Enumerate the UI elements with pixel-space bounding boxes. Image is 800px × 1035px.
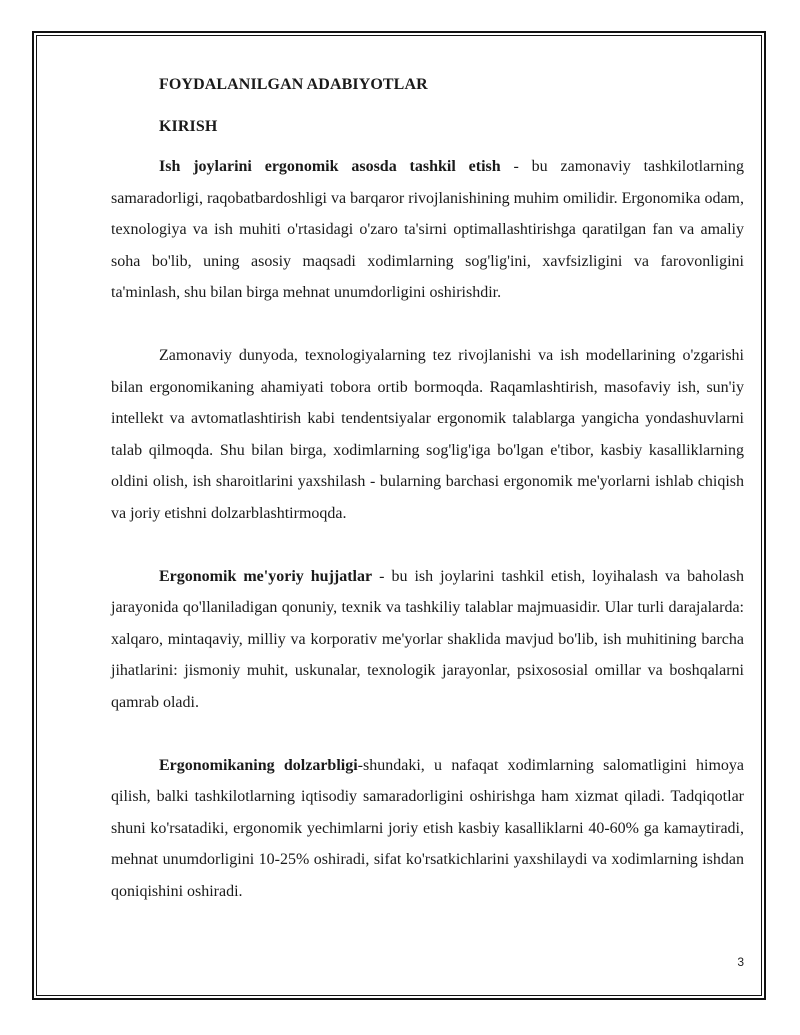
paragraph-2-text: Zamonaviy dunyoda, texnologiyalarning tez rivojlanishi va ish modellarining o'zgarishi bilan ergonomikaning ahamiyati tobora ortib bormoqda. Raqamlashtirish, masofaviy ish, sun'iy intellekt va avtomatlashtirish kabi tendentsiyalar ergonomik talablarga yangicha yondashuvlarni talab qilmoqda. Shu bilan birga, xodimlarning sog'lig'iga bo'lgan e'tibor, kasbiy kasalliklarning oldini olish, ish sharoitlarini yaxshilash - bularning barchasi ergonomik me'yorlarni ishlab chiqish va joriy etishni dolzarblashtirmoqda. xyxy=(111,346,744,522)
paragraph-4-text: -shundaki, u nafaqat xodimlarning salomatligini himoya qilish, balki tashkilotlarning iqtisodiy samaradorligini oshirishga ham xizmat qiladi. Tadqiqotlar shuni ko'rsatadiki, ergonomik yechimlarni joriy etish kasbiy kasalliklarni 40-60% ga kamaytiradi, mehnat unumdorligini 10-25% oshiradi, sifat ko'rsatkichlarini yaxshilaydi va xodimlarning ishdan qoniqishini oshiradi. xyxy=(111,756,744,900)
paragraph-1-text: - bu zamonaviy tashkilotlarning samaradorligi, raqobatbardoshligi va barqaror rivojlanishining muhim omilidir. Ergonomika odam, texnologiya va ish muhiti o'rtasidagi o'zaro ta'sirni optimallashtirishga qaratilgan fan va amaliy soha bo'lib, uning asosiy maqsadi xodimlarning sog'lig'ini, xavfsizligini va farovonligini ta'minlash, shu bilan birga mehnat unumdorligini oshirishdir. xyxy=(111,158,744,302)
page-number: 3 xyxy=(737,955,744,969)
paragraph-1 xyxy=(111,151,744,309)
paragraph-3 xyxy=(111,561,744,719)
paragraph-2 xyxy=(111,340,744,530)
paragraph-4-lead: Ergonomikaning dolzarbligi xyxy=(159,756,358,774)
document-body xyxy=(111,64,744,938)
heading-introduction: KIRISH xyxy=(159,118,218,135)
paragraph-3-text: - bu ish joylarini tashkil etish, loyihalash va baholash jarayonida qo'llaniladigan qonuniy, texnik va tashkiliy talablar majmuasidir. Ular turli darajalarda: xalqaro, mintaqaviy, milliy va korporativ me'yorlar shaklida mavjud bo'lib, ish muhitining barcha jihatlarini: jismoniy muhit, uskunalar, texnologik jarayonlar, psixososial omillar va boshqalarni qamrab oladi. xyxy=(111,567,744,711)
paragraph-3-lead: Ergonomik me'yoriy hujjatlar xyxy=(159,567,373,585)
paragraph-4 xyxy=(111,750,744,908)
paragraph-1-lead: Ish joylarini ergonomik asosda tashkil etish xyxy=(159,158,501,175)
heading-references: FOYDALANILGAN ADABIYOTLAR xyxy=(159,76,428,93)
